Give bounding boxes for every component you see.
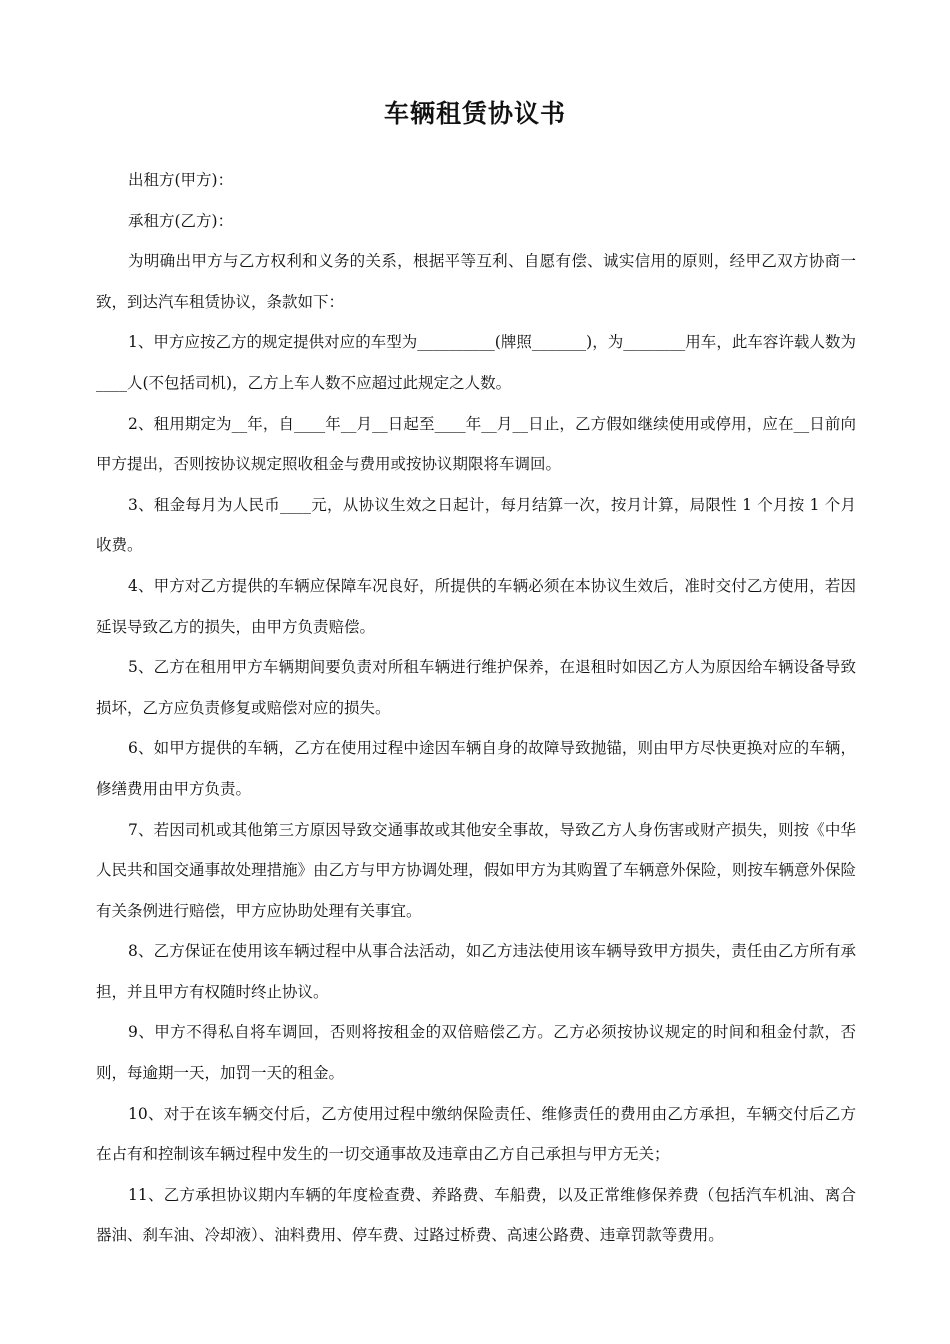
clause-7: 7、若因司机或其他第三方原因导致交通事故或其他安全事故，导致乙方人身伤害或财产损失，则按《中华人民共和国交通事故处理措施》由乙方与甲方协调处理，假如甲方为其购置了车辆意外保险，则按车辆意外保险有关条例进行赔偿，甲方应协助处理有关事宜。	[96, 820, 856, 920]
clause-2: 2、租用期定为__年，自____年__月__日起至____年__月__日止，乙方假如继续使用或停用，应在__日前向甲方提出，否则按协议规定照收租金与费用或按协议期限将车调回。	[96, 414, 856, 474]
clause-10: 10、对于在该车辆交付后，乙方使用过程中缴纳保险责任、维修责任的费用由乙方承担，车辆交付后乙方在占有和控制该车辆过程中发生的一切交通事故及违章由乙方自己承担与甲方无关；	[96, 1104, 856, 1164]
clause-3: 3、租金每月为人民币____元，从协议生效之日起计，每月结算一次，按月计算，局限性 1 个月按 1 个月收费。	[96, 495, 856, 555]
clause-8: 8、乙方保证在使用该车辆过程中从事合法活动，如乙方违法使用该车辆导致甲方损失，责任由乙方所有承担，并且甲方有权随时终止协议。	[96, 942, 856, 1001]
document-title: 车辆租赁协议书	[383, 99, 566, 128]
intro-paragraph: 为明确出甲方与乙方权利和义务的关系，根据平等互利、自愿有偿、诚实信用的原则，经甲乙双方协商一致，到达汽车租赁协议，条款如下：	[96, 252, 856, 311]
clause-6: 6、如甲方提供的车辆，乙方在使用过程中途因车辆自身的故障导致抛锚，则由甲方尽快更换对应的车辆，修缮费用由甲方负责。	[96, 739, 856, 798]
lessee-line: 承租方(乙方)：	[128, 211, 234, 230]
clause-11: 11、乙方承担协议期内车辆的年度检查费、养路费、车船费，以及正常维修保养费（包括汽车机油、离合器油、刹车油、冷却液）、油料费用、停车费、过路过桥费、高速公路费、违章罚款等费用。	[96, 1185, 856, 1245]
document-body	[96, 160, 856, 1256]
lessor-line: 出租方(甲方)：	[128, 171, 234, 189]
clause-1: 1、甲方应按乙方的规定提供对应的车型为__________(牌照_______)，为________用车，此车容许载人数为____人(不包括司机)，乙方上车人数不应超过此规定之人数。	[96, 333, 856, 392]
clause-5: 5、乙方在租用甲方车辆期间要负责对所租车辆进行维护保养，在退租时如因乙方人为原因给车辆设备导致损坏，乙方应负责修复或赔偿对应的损失。	[96, 658, 856, 717]
clause-9: 9、甲方不得私自将车调回，否则将按租金的双倍赔偿乙方。乙方必须按协议规定的时间和租金付款，否则，每逾期一天，加罚一天的租金。	[96, 1023, 856, 1083]
clause-4: 4、甲方对乙方提供的车辆应保障车况良好，所提供的车辆必须在本协议生效后，准时交付乙方使用，若因延误导致乙方的损失，由甲方负责赔偿。	[96, 576, 856, 636]
